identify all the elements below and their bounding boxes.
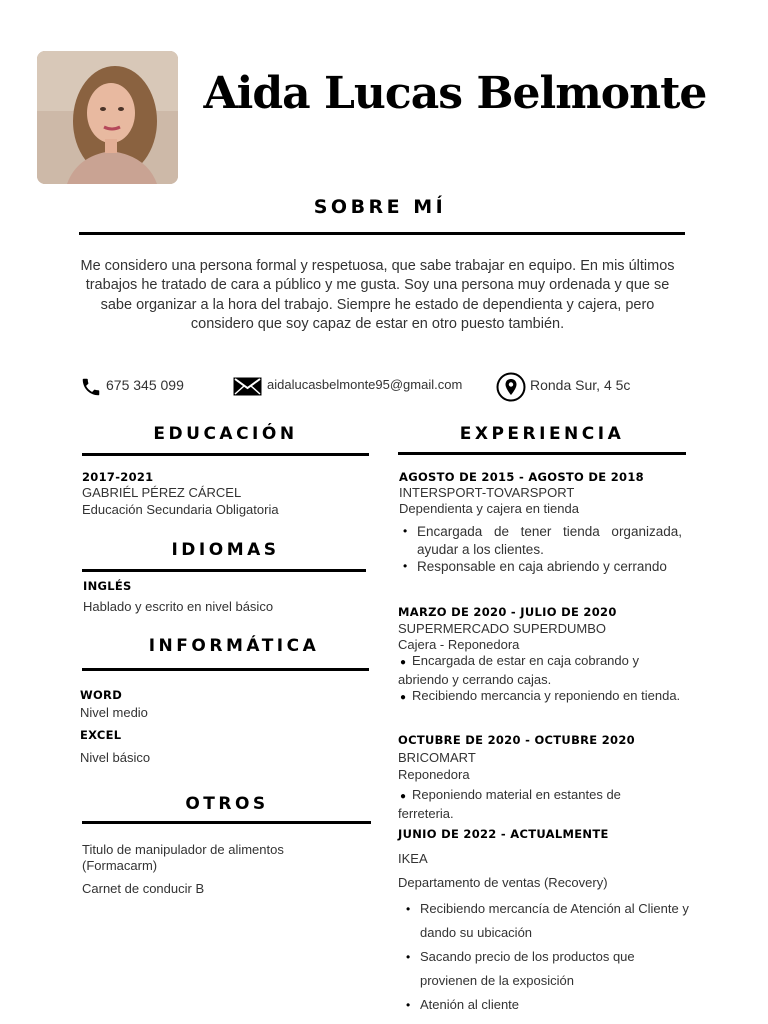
job-company: BRICOMART [398,750,476,765]
language-level: Hablado y escrito en nivel básico [83,599,274,614]
job-company: SUPERMERCADO SUPERDUMBO [398,621,607,636]
job-bullets [399,523,682,576]
experience-divider [398,452,686,455]
languages-title: IDIOMAS [171,540,280,560]
job-company: IKEA [398,851,428,866]
job-role: Reponedora [398,767,470,782]
skill-name: WORD [80,688,123,702]
skill-level: Nivel básico [80,750,151,765]
phone-number: 675 345 099 [106,377,184,393]
job-dates: MARZO DE 2020 - JULIO DE 2020 [398,605,617,619]
job-role: Dependienta y cajera en tienda [399,501,579,516]
others-divider [82,821,371,824]
computing-title: INFORMÁTICA [148,636,320,656]
about-text: Me considero una persona formal y respetuosa, que sabe trabajar en equipo. En mis últimos trabajos he tratado de cara a público y me gusta. Soy una persona muy ordenada y que se sabe organizar a la hora del trabajo. Siempre he estado de dependienta y cajera, pero considero que soy capaz de estar en otro puesto también. [80,258,675,332]
job-role: Cajera - Reponedora [398,637,520,652]
language-name: INGLÉS [83,579,132,593]
phone-icon [80,376,102,398]
email-icon [233,377,263,397]
job-bullet: • Atenión al cliente [402,993,692,1017]
languages-divider [82,569,366,572]
email-address: aidalucasbelmonte95@gmail.com [267,377,463,392]
full-name: Aida Lucas Belmonte [203,68,707,119]
education-title: EDUCACIÓN [153,424,298,444]
bullet-icon: ● [400,791,407,802]
others-item: Titulo de manipulador de alimentos (Formacarm) [82,842,284,873]
bullet-icon: ● [400,657,407,668]
education-school: GABRIÉL PÉREZ CÁRCEL [82,485,242,500]
job-bullet: Reponiendo material en estantes de ferreteria. [398,787,621,821]
job-bullet-item [398,653,683,688]
others-title: OTROS [185,794,269,814]
bullet-icon: ● [400,692,407,703]
job-dates: AGOSTO DE 2015 - AGOSTO DE 2018 [399,470,644,484]
job-role: Departamento de ventas (Recovery) [398,875,608,890]
address: Ronda Sur, 4 5c [530,377,631,393]
education-degree: Educación Secundaria Obligatoria [82,502,279,517]
about-divider [79,232,685,235]
experience-title: EXPERIENCIA [459,424,625,444]
job-bullet: • Sacando precio de los productos que provienen de la exposición [402,945,692,993]
about-title: SOBRE MÍ [313,196,447,218]
job-company: INTERSPORT-TOVARSPORT [399,485,575,500]
others-item: Carnet de conducir B [82,881,205,896]
location-icon [496,372,526,402]
job-bullet: • Responsable en caja abriendo y cerrando [399,558,682,576]
education-years: 2017-2021 [82,470,154,484]
job-bullets [402,897,692,1017]
job-bullet: Recibiendo mercancia y reponiendo en tienda. [412,688,681,703]
job-bullet-block [398,653,683,707]
skill-level: Nivel medio [80,705,148,720]
job-bullet: Encargada de estar en caja cobrando y abriendo y cerrando cajas. [398,653,639,687]
job-bullet: • Recibiendo mercancía de Atención al Cliente y dando su ubicación [402,897,692,945]
education-divider [82,453,369,456]
job-bullet-item [398,688,683,707]
profile-photo [37,51,178,184]
skill-name: EXCEL [80,728,122,742]
job-dates: JUNIO DE 2022 - ACTUALMENTE [398,827,609,841]
job-bullet-item [398,787,673,822]
job-bullet: • Encargada de tener tienda organizada, ayudar a los clientes. [399,523,682,558]
job-dates: OCTUBRE DE 2020 - OCTUBRE 2020 [398,733,635,747]
computing-divider [82,668,369,671]
